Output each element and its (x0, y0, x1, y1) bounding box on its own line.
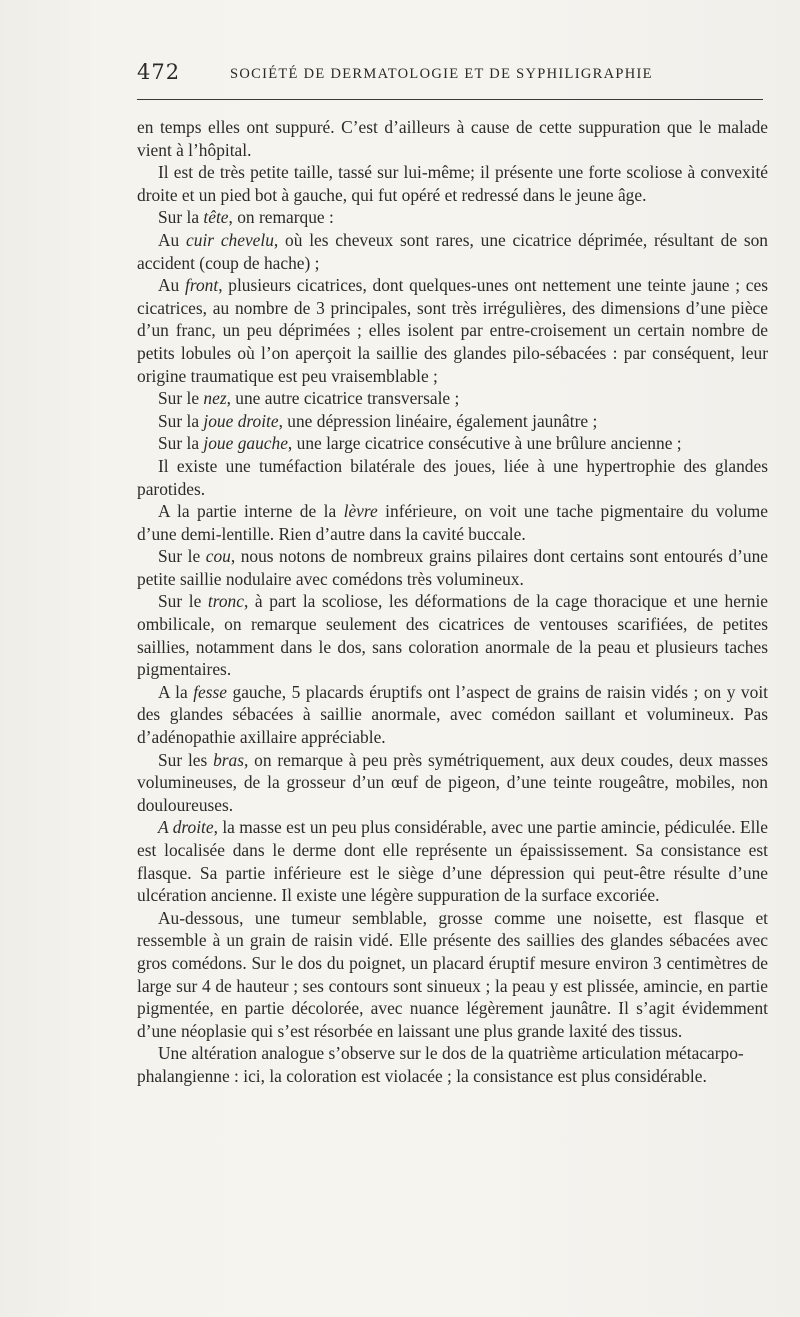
italic-term: tête (203, 207, 229, 228)
italic-term: nez (203, 388, 227, 409)
text-run: Sur la (158, 433, 204, 454)
text-run: Au-dessous, une tumeur semblable, grosse comme une noisette, est flasque et ressemble à un grain de raisin vidé. Elle présente des saillies des glandes sébacées avec gros comédons. Sur le dos du poignet, un placard éruptif mesure environ 3 centimètres de large sur 4 de hauteur ; ses contours sont sinueux ; la peau y est plissée, amincie, en partie pigmentée, en partie décolorée, avec nuance légèrement jaunâtre. Il s’agit évidemment d’une néoplasie qui s’est résorbée en laissant une plus grande laxité des tissus. (137, 907, 768, 1041)
text-run: , la masse est un peu plus considérable, avec une partie amincie, pédiculée. Elle est localisée dans le derme dont elle représente un épaississement. Sa consistance est flasque. Sa partie inférieure est le siège d’une dépression qui peut-être résulte d’une ulcération ancienne. Il existe une légère suppuration de la surface excoriée. (137, 817, 768, 906)
text-run: Sur la (158, 207, 204, 228)
paragraph (137, 455, 768, 500)
italic-term: front (185, 275, 219, 296)
text-run: Sur le (158, 546, 206, 567)
text-run: , on remarque : (228, 207, 334, 228)
text-run: Sur le (158, 388, 204, 409)
paragraph (137, 206, 768, 229)
body-text (137, 116, 768, 1088)
text-run: , plusieurs cicatrices, dont quelques-unes ont nettement une teinte jaune ; ces cicatrices, au nombre de 3 principales, sont très irrégulières, des dimensions d’une pièce d’un franc, un peu déprimées ; elles isolent par entre-croisement un certain nombre de petits lobules où l’on aperçoit la saillie des glandes pilo-sébacées : par conséquent, leur origine traumatique est peu vraisemblable ; (137, 275, 769, 386)
text-run: inférieure, on voit une tache pigmentaire du volume d’une demi-lentille. Rien d’autre dans la cavité buccale. (137, 501, 768, 544)
paragraph (137, 116, 768, 161)
text-run: , une large cicatrice consécutive à une brûlure ancienne ; (287, 433, 682, 454)
text-run: Sur les (158, 749, 214, 770)
paragraph (137, 590, 768, 680)
text-run: en temps elles ont suppuré. C’est d’ailleurs à cause de cette suppuration que le malade vient à l’hôpital. (137, 117, 768, 160)
text-run: A la (158, 681, 194, 702)
paragraph (137, 229, 768, 274)
paragraph (137, 161, 768, 206)
text-run: Il existe une tuméfaction bilatérale des joues, liée à une hypertrophie des glandes parotides. (137, 455, 768, 499)
paragraph (137, 907, 768, 1043)
paragraph (137, 545, 768, 590)
running-title: SOCIÉTÉ DE DERMATOLOGIE ET DE SYPHILIGRAPHIE (230, 66, 653, 82)
paragraph (137, 1042, 768, 1087)
paragraph (137, 432, 768, 455)
paragraph (137, 274, 768, 387)
text-run: , une dépression linéaire, également jaunâtre ; (278, 410, 598, 431)
paragraph (137, 816, 768, 906)
text-run: Au (158, 229, 187, 250)
italic-term: joue gauche (203, 433, 288, 454)
italic-term: fesse (193, 681, 227, 702)
paragraph (137, 387, 768, 410)
header-rule (137, 99, 763, 100)
italic-term: lèvre (343, 501, 378, 522)
text-run: , à part la scoliose, les déformations de la cage thoracique et une hernie ombilicale, on remarque seulement des cicatrices de ventouses scarifiées, de petites saillies, notamment dans le dos, sans coloration anormale de la peau et plusieurs taches pigmentaires. (137, 591, 769, 680)
italic-term: cou (205, 546, 231, 567)
paragraph (137, 410, 768, 433)
italic-term: A droite (158, 817, 214, 838)
text-run: , on remarque à peu près symétriquement, aux deux coudes, deux masses volumineuses, de la grosseur d’un œuf de pigeon, d’une teinte rougeâtre, mobiles, non douloureuses. (137, 749, 768, 815)
italic-term: cuir chevelu (186, 229, 274, 250)
text-run: Sur le (158, 591, 208, 612)
paragraph (137, 681, 768, 749)
text-run: , où les cheveux sont rares, une cicatrice déprimée, résultant de son accident (coup de hache) ; (137, 229, 768, 273)
text-run: Il est de très petite taille, tassé sur lui-même; il présente une forte scoliose à convexité droite et un pied bot à gauche, qui fut opéré et redressé dans le jeune âge. (137, 162, 768, 205)
paragraph (137, 749, 768, 817)
text-run: Au (158, 275, 185, 296)
text-run: Une altération analogue s’observe sur le dos de la quatrième articulation métacarpo-phalangienne : ici, la coloration est violacée ; la consistance est plus considérable. (137, 1043, 744, 1086)
italic-term: joue droite (203, 410, 279, 431)
italic-term: tronc (207, 591, 244, 612)
text-run: A la partie interne de la (158, 501, 344, 522)
text-run: Sur la (158, 410, 204, 431)
page-number: 472 (137, 60, 181, 84)
paragraph (137, 500, 768, 545)
italic-term: bras (213, 749, 245, 770)
text-run: gauche, 5 placards éruptifs ont l’aspect de grains de raisin vidés ; on y voit des glandes sébacées à saillie anormale, avec comédon saillant et volumineux. Pas d’adénopathie axillaire appréciable. (137, 681, 768, 748)
text-run: , une autre cicatrice transversale ; (226, 388, 460, 409)
page-header (137, 60, 763, 90)
text-run: , nous notons de nombreux grains pilaires dont certains sont entourés d’une petite saillie nodulaire avec comédons très volumineux. (137, 546, 769, 589)
